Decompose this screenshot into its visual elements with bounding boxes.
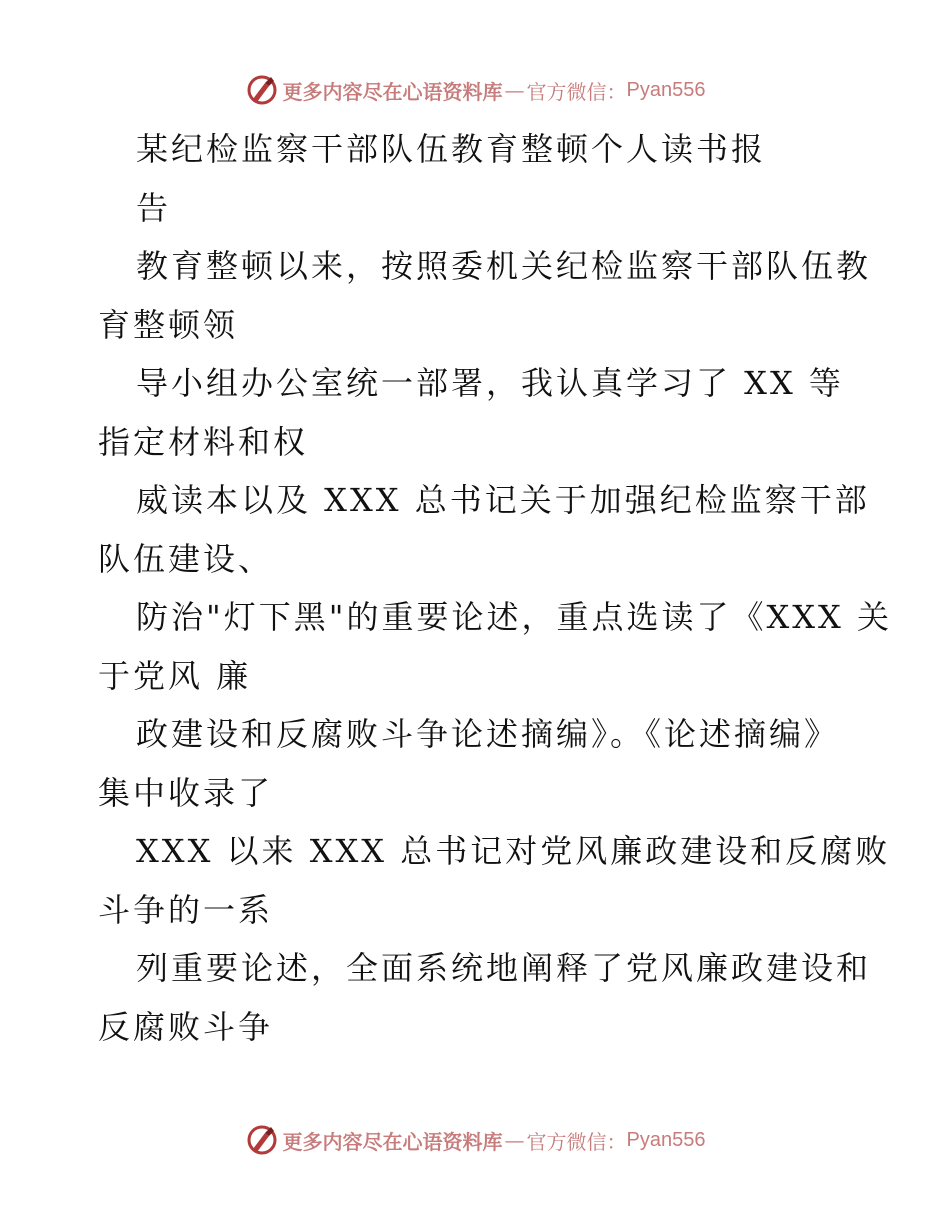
document-body [98,120,892,1056]
document-line: 队伍建设、 [98,539,274,578]
document-line: 列重要论述，全面系统地阐释了党风廉政建设和 [136,949,872,987]
document-line: 教育整顿以来，按照委机关纪检监察干部队伍教 [136,247,872,285]
document-line: 导小组办公室统一部署，我认真学习了 XX 等 [136,364,844,402]
pen-circle-logo-icon [245,73,279,107]
watermark-banner-bottom [0,1120,950,1160]
watermark-brand-text: 更多内容尽在心语资料库 [282,79,503,104]
watermark-dash: — [504,1128,525,1152]
document-line: 防治"灯下黑"的重要论述，重点选读了《XXX 关 [136,598,892,636]
document-line: 告 [136,188,172,227]
watermark-banner-top [0,70,950,110]
pen-circle-logo-icon [245,1123,279,1157]
watermark-wechat-id: Pyan556 [626,78,706,101]
watermark-wechat-label: 官方微信： [526,79,627,104]
watermark-dash: — [504,78,525,102]
document-line: 集中收录了 [98,773,274,812]
document-line: 育整顿领 [98,305,239,344]
document-line: 指定材料和权 [98,422,309,461]
document-line: 威读本以及 XXX 总书记关于加强纪检监察干部 [136,481,870,519]
watermark-wechat-label: 官方微信： [526,1129,627,1154]
document-line: XXX 以来 XXX 总书记对党风廉政建设和反腐败 [136,832,891,870]
document-line: 政建设和反腐败斗争论述摘编》。《论述摘编》 [136,715,840,753]
document-line: 斗争的一系 [98,890,274,929]
watermark-wechat-id: Pyan556 [626,1128,706,1151]
document-line: 于党风 廉 [98,656,252,695]
document-line: 反腐败斗争 [98,1007,274,1046]
document-line: 某纪检监察干部队伍教育整顿个人读书报 [136,130,767,168]
watermark-brand-text: 更多内容尽在心语资料库 [282,1129,503,1154]
